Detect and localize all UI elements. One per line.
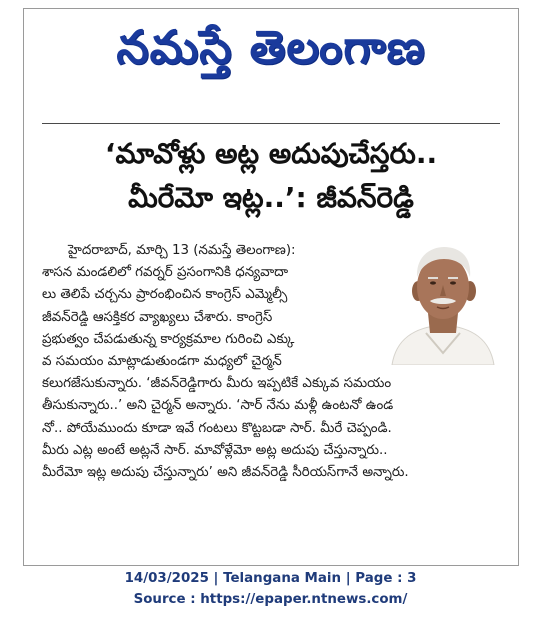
article-line: శాసన మండలిలో గవర్నర్ ప్రసంగానికి ధన్యవాదా	[42, 265, 289, 281]
article-body	[42, 240, 502, 484]
footer-source-line: Source : https://epaper.ntnews.com/	[133, 592, 408, 607]
article-line: తీసుకున్నారు..’ అని చైర్మన్ అన్నారు. ‘సార్ నేను మళ్లీ ఉంటనో ఉండ	[42, 398, 394, 414]
cropped-next-line	[42, 558, 502, 566]
article-line: నో.. పోయేముందు కూడా ఇవే గంటలు కొట్టబడా సార్. మీరే చెప్పండి.	[42, 420, 392, 436]
headline-line-2: మీరేమో ఇట్ల..’: జీవన్‌రెడ్డి	[128, 181, 414, 214]
footer-meta-line: 14/03/2025 | Telangana Main | Page : 3	[124, 571, 417, 586]
article-line: మీరు ఎట్ల అంటే అట్లనే సార్. మావోళ్లేమో అట్ల అదుపు చేస్తున్నారు..	[42, 442, 388, 458]
headline-top-rule	[42, 123, 500, 124]
article-line: ప్రభుత్వం చేపడుతున్న కార్యక్రమాల గురించి ఎక్కు	[42, 331, 295, 347]
article-line: జీవన్‌రెడ్డి ఆసక్తికర వ్యాఖ్యలు చేశారు. కాంగ్రెస్	[42, 309, 273, 325]
headline-line-1: ‘మావోళ్లు అట్ల అదుపుచేస్తరు..	[104, 137, 438, 170]
newspaper-clipping	[23, 8, 519, 566]
article-dateline: హైదరాబాద్, మార్చి 13 (నమస్తే తెలంగాణ):	[68, 243, 296, 258]
masthead-title: నమస్తే తెలంగాణ	[116, 20, 426, 74]
article-line: కలుగజేసుకున్నారు. ‘జీవన్‌రెడ్డిగారు మీరు ఇప్పటికే ఎక్కువ సమయం	[42, 376, 392, 392]
article-line: వ సమయం మాట్లాడుతుండగా మధ్యలో చైర్మన్	[42, 353, 282, 369]
article-line: లు తెలిపే చర్చను ప్రారంభించిన కాంగ్రెస్ ఎమ్మెల్సీ	[42, 287, 288, 303]
article-line: మీరేమో ఇట్ల అదుపు చేస్తున్నారు’ అని జీవన్‌రెడ్డి సీరియస్‌గానే అన్నారు.	[42, 464, 409, 480]
